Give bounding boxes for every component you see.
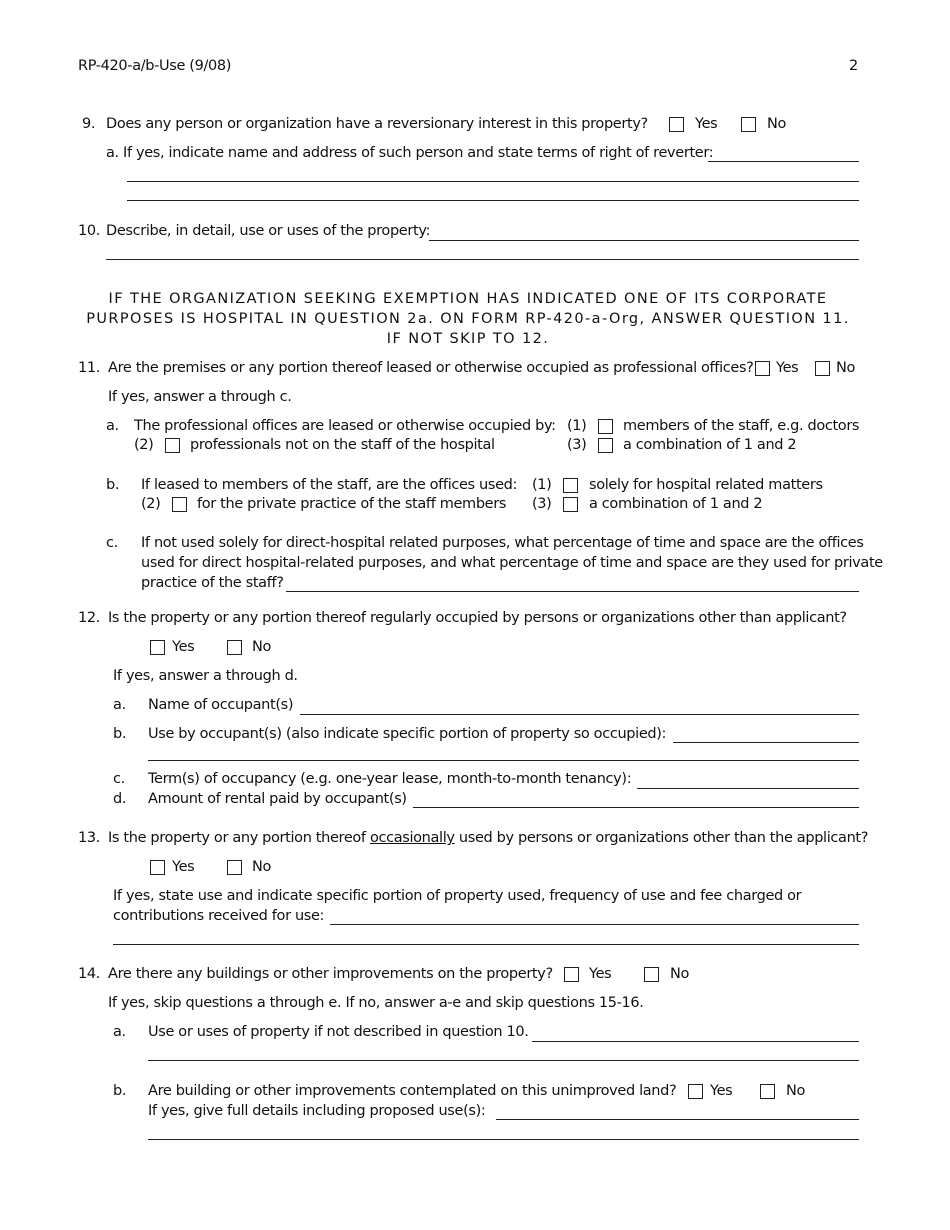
q11a-opt2-number: (2)	[134, 437, 154, 453]
q12-no-label: No	[252, 639, 272, 655]
q11-instruction: If yes, answer a through c.	[108, 389, 292, 405]
q12-no-checkbox[interactable]	[227, 640, 242, 655]
q14b-answer-line-1[interactable]	[496, 1119, 859, 1120]
q14-instruction: If yes, skip questions a through e. If no, answer a-e and skip questions 15-16.	[108, 995, 644, 1011]
q9a-answer-line-2[interactable]	[127, 181, 859, 182]
q11-no-checkbox[interactable]	[815, 361, 830, 376]
q11a-label: a.	[106, 418, 119, 434]
q11a-opt3-label: a combination of 1 and 2	[623, 437, 797, 453]
q11c-line-3: practice of the staff?	[141, 575, 284, 591]
q11b-opt2-checkbox[interactable]	[172, 497, 187, 512]
q11a-opt3-number: (3)	[567, 437, 587, 453]
q11b-text: If leased to members of the staff, are the offices used:	[141, 477, 518, 493]
q12b-answer-line-1[interactable]	[673, 742, 859, 743]
notice-line-3: IF NOT SKIP TO 12.	[386, 331, 550, 347]
q12d-answer-line[interactable]	[413, 807, 859, 808]
q12-number: 12.	[78, 610, 101, 626]
q12c-label: c.	[113, 771, 125, 787]
q12-yes-label: Yes	[172, 639, 195, 655]
q14b-yes-checkbox[interactable]	[688, 1084, 703, 1099]
page-number: 2	[849, 58, 858, 74]
q11a-opt2-label: professionals not on the staff of the hospital	[190, 437, 495, 453]
q14b-label: b.	[113, 1083, 127, 1099]
q13-yes-checkbox[interactable]	[150, 860, 165, 875]
q13-no-checkbox[interactable]	[227, 860, 242, 875]
q13-instruction-line-1: If yes, state use and indicate specific portion of property used, frequency of use and fee charged or	[113, 888, 802, 904]
q11b-opt1-checkbox[interactable]	[563, 478, 578, 493]
form-id: RP-420-a/b-Use (9/08)	[78, 58, 232, 74]
q11-text: Are the premises or any portion thereof leased or otherwise occupied as professional offices?	[108, 360, 754, 376]
q11-number: 11.	[78, 360, 101, 376]
q11-yes-checkbox[interactable]	[755, 361, 770, 376]
q11c-label: c.	[106, 535, 118, 551]
q11c-answer-line[interactable]	[286, 591, 859, 592]
q11b-opt3-label: a combination of 1 and 2	[589, 496, 763, 512]
q10-answer-line-1[interactable]	[429, 240, 859, 241]
q14b-answer-line-2[interactable]	[148, 1139, 859, 1140]
q14-number: 14.	[78, 966, 101, 982]
q12a-answer-line[interactable]	[300, 714, 859, 715]
q13-text	[108, 829, 868, 847]
q14-no-checkbox[interactable]	[644, 967, 659, 982]
q11a-opt1-number: (1)	[567, 418, 587, 434]
q13-answer-line-1[interactable]	[330, 924, 859, 925]
q11b-opt1-label: solely for hospital related matters	[589, 477, 823, 493]
q11a-opt3-checkbox[interactable]	[598, 438, 613, 453]
q11a-opt2-checkbox[interactable]	[165, 438, 180, 453]
q13-text-after: used by persons or organizations other than the applicant?	[458, 830, 869, 846]
q14b-yes-label: Yes	[710, 1083, 733, 1099]
q11b-label: b.	[106, 477, 120, 493]
q14b-line-2: If yes, give full details including proposed use(s):	[148, 1103, 486, 1119]
q12d-text: Amount of rental paid by occupant(s)	[148, 791, 407, 807]
q12d-label: d.	[113, 791, 127, 807]
q11a-opt1-label: members of the staff, e.g. doctors	[623, 418, 860, 434]
q13-text-before: Is the property or any portion thereof	[108, 830, 366, 846]
q14-yes-checkbox[interactable]	[564, 967, 579, 982]
q14b-no-label: No	[786, 1083, 806, 1099]
q12c-answer-line[interactable]	[637, 788, 859, 789]
q11c-line-1: If not used solely for direct-hospital related purposes, what percentage of time and space are the offices	[141, 535, 864, 551]
q12a-label: a.	[113, 697, 126, 713]
q11b-opt2-number: (2)	[141, 496, 161, 512]
q13-number: 13.	[78, 830, 101, 846]
notice-line-1: IF THE ORGANIZATION SEEKING EXEMPTION HAS INDICATED ONE OF ITS CORPORATE	[108, 291, 828, 307]
q13-no-label: No	[252, 859, 272, 875]
notice-line-2: PURPOSES IS HOSPITAL IN QUESTION 2a. ON FORM RP-420-a-Org, ANSWER QUESTION 11.	[86, 311, 850, 327]
q13-answer-line-2[interactable]	[113, 944, 859, 945]
q14-yes-label: Yes	[589, 966, 612, 982]
q10-answer-line-2[interactable]	[106, 259, 859, 260]
q13-yes-label: Yes	[172, 859, 195, 875]
q9-no-label: No	[767, 116, 787, 132]
q14a-text: Use or uses of property if not described in question 10.	[148, 1024, 529, 1040]
q14-text: Are there any buildings or other improvements on the property?	[108, 966, 553, 982]
q12c-text: Term(s) of occupancy (e.g. one-year lease, month-to-month tenancy):	[148, 771, 632, 787]
q10-text: Describe, in detail, use or uses of the property:	[106, 223, 431, 239]
q12b-text: Use by occupant(s) (also indicate specific portion of property so occupied):	[148, 726, 667, 742]
q14a-answer-line-2[interactable]	[148, 1060, 859, 1061]
q12b-label: b.	[113, 726, 127, 742]
q11-yes-label: Yes	[776, 360, 799, 376]
q12-yes-checkbox[interactable]	[150, 640, 165, 655]
q9a-answer-line-1[interactable]	[708, 161, 859, 162]
q10-number: 10.	[78, 223, 101, 239]
q11a-text: The professional offices are leased or otherwise occupied by:	[134, 418, 556, 434]
q12b-answer-line-2[interactable]	[148, 760, 859, 761]
q12-instruction: If yes, answer a through d.	[113, 668, 298, 684]
q9a-text: a. If yes, indicate name and address of such person and state terms of right of reverter:	[106, 145, 714, 161]
q13-text-underlined: occasionally	[369, 830, 455, 846]
q14b-no-checkbox[interactable]	[760, 1084, 775, 1099]
q11a-opt1-checkbox[interactable]	[598, 419, 613, 434]
q11b-opt2-label: for the private practice of the staff members	[197, 496, 507, 512]
q14b-text: Are building or other improvements contemplated on this unimproved land?	[148, 1083, 677, 1099]
q9-yes-label: Yes	[695, 116, 718, 132]
q12a-text: Name of occupant(s)	[148, 697, 294, 713]
q14-no-label: No	[670, 966, 690, 982]
q9a-answer-line-3[interactable]	[127, 200, 859, 201]
q11c-line-2: used for direct hospital-related purposes, and what percentage of time and space are they used for private	[141, 555, 883, 571]
q9-yes-checkbox[interactable]	[669, 117, 684, 132]
q9-no-checkbox[interactable]	[741, 117, 756, 132]
q11b-opt3-number: (3)	[532, 496, 552, 512]
q11b-opt3-checkbox[interactable]	[563, 497, 578, 512]
q14a-label: a.	[113, 1024, 126, 1040]
q14a-answer-line-1[interactable]	[532, 1041, 859, 1042]
q11b-opt1-number: (1)	[532, 477, 552, 493]
q13-instruction-line-2: contributions received for use:	[113, 908, 325, 924]
q11-no-label: No	[836, 360, 856, 376]
q9-text: Does any person or organization have a reversionary interest in this property?	[106, 116, 648, 132]
q12-text: Is the property or any portion thereof regularly occupied by persons or organizations other than applicant?	[108, 610, 847, 626]
q9-number: 9.	[82, 116, 96, 132]
